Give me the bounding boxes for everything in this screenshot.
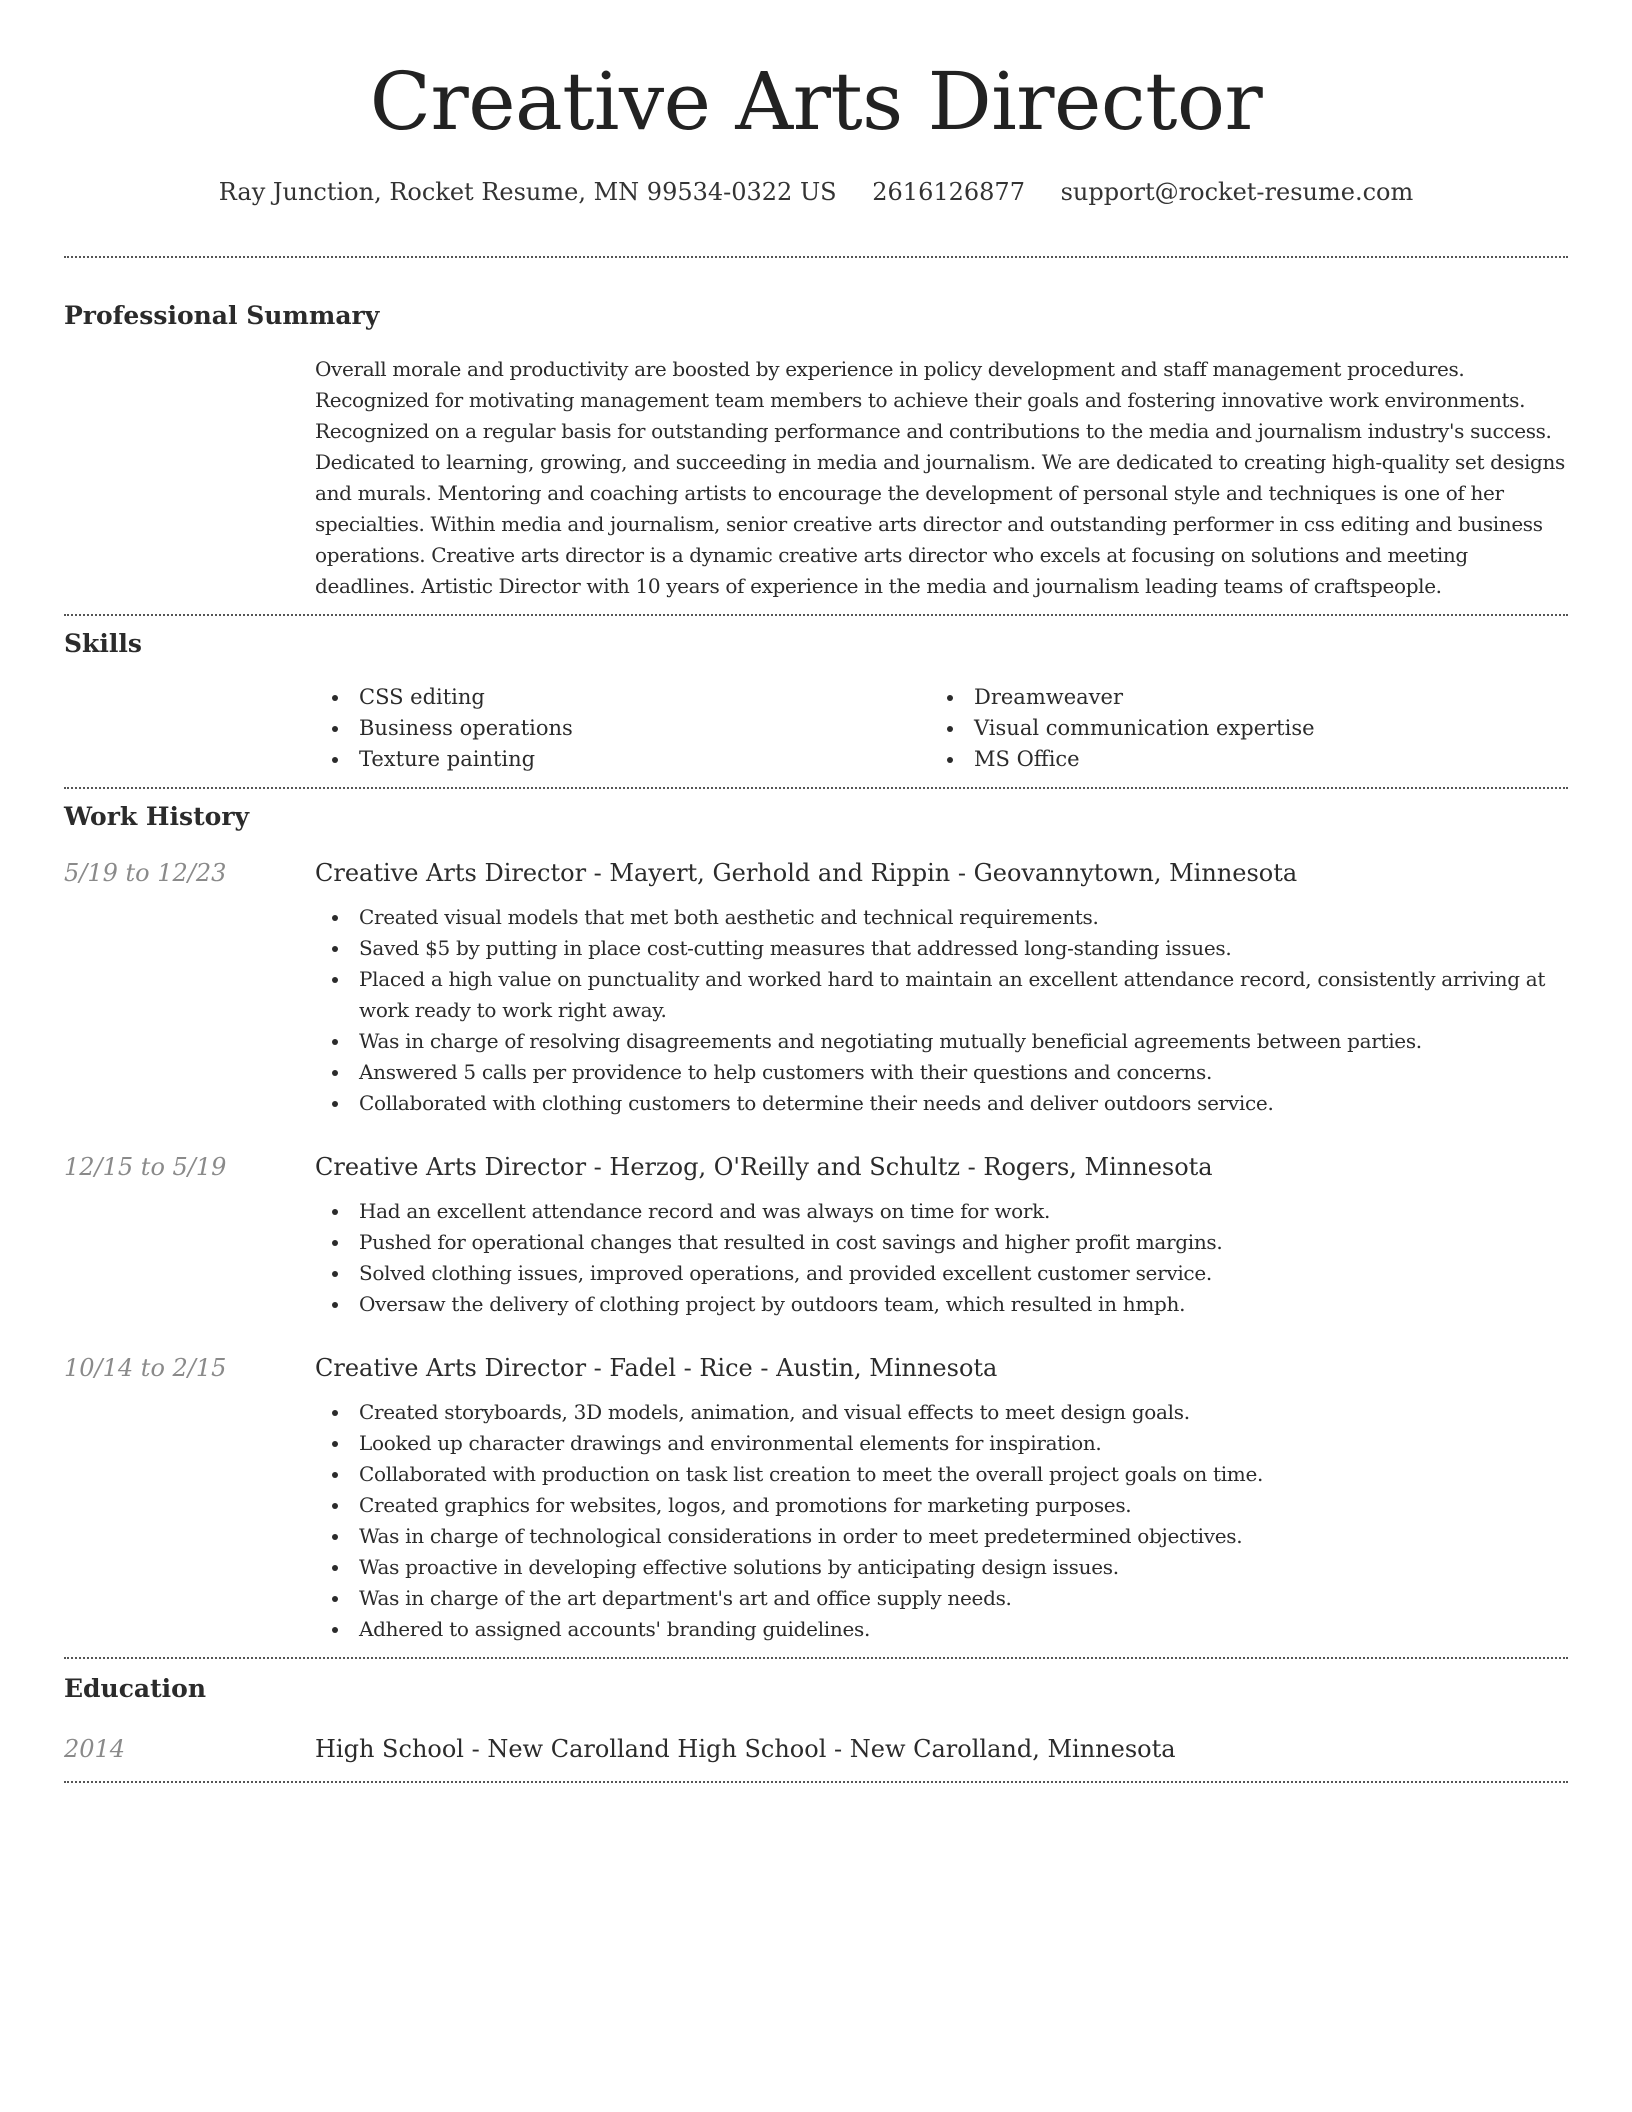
resume-page [64, 0, 1568, 1783]
job-bullets [315, 902, 1568, 1119]
job-bullet: Collaborated with production on task list creation to meet the overall project goals on time. [315, 1459, 1568, 1490]
section-divider [64, 256, 1568, 258]
job-bullet: Answered 5 calls per providence to help customers with their questions and concerns. [315, 1057, 1568, 1088]
skills-column-left [315, 682, 930, 775]
work-history-section [64, 801, 1568, 1657]
job-bullets [315, 1196, 1568, 1320]
section-title-work: Work History [64, 802, 250, 831]
section-divider [64, 787, 1568, 789]
job-bullet: Solved clothing issues, improved operations, and provided excellent customer service. [315, 1258, 1568, 1289]
section-title-summary: Professional Summary [64, 301, 380, 330]
skill-item: Dreamweaver [930, 682, 1545, 713]
job-entry [64, 1149, 1568, 1320]
job-bullet: Collaborated with clothing customers to determine their needs and deliver outdoors service. [315, 1088, 1568, 1119]
job-bullet: Looked up character drawings and environmental elements for inspiration. [315, 1428, 1568, 1459]
summary-text: Overall morale and productivity are boosted by experience in policy development and staff management procedures. Recognized for motivating management team members to achieve their goals and fostering innovative work environments. Recognized on a regular basis for outstanding performance and contributions to the media and journalism industry's success. Dedicated to learning, growing, and succeeding in media and journalism. We are dedicated to creating high-quality set designs and murals. Mentoring and coaching artists to encourage the development of personal style and techniques is one of her specialties. Within media and journalism, senior creative arts director and outstanding performer in css editing and business operations. Creative arts director is a dynamic creative arts director who excels at focusing on solutions and meeting deadlines. Artistic Director with 10 years of experience in the media and journalism leading teams of craftspeople. [315, 357, 1565, 598]
job-heading: Creative Arts Director - Fadel - Rice - Austin, Minnesota [315, 1354, 998, 1382]
job-bullet: Placed a high value on punctuality and worked hard to maintain an excellent attendance record, consistently arriving at work ready to work right away. [315, 964, 1568, 1026]
job-bullet: Adhered to assigned accounts' branding guidelines. [315, 1614, 1568, 1645]
section-divider [64, 1657, 1568, 1659]
skill-item: Texture painting [315, 744, 930, 775]
skill-item: Visual communication expertise [930, 713, 1545, 744]
job-dates: 5/19 to 12/23 [64, 859, 227, 887]
skills-list [315, 682, 1568, 775]
education-entry [64, 1731, 1568, 1767]
contact-phone: 2616126877 [872, 178, 1025, 206]
skills-column-right [930, 682, 1545, 775]
job-heading: Creative Arts Director - Herzog, O'Reilly and Schultz - Rogers, Minnesota [315, 1153, 1213, 1181]
job-bullet: Created graphics for websites, logos, and promotions for marketing purposes. [315, 1490, 1568, 1521]
job-bullet: Saved $5 by putting in place cost-cutting measures that addressed long-standing issues. [315, 933, 1568, 964]
education-year: 2014 [64, 1735, 126, 1763]
skills-section [64, 628, 1568, 775]
job-bullet: Was in charge of the art department's art and office supply needs. [315, 1583, 1568, 1614]
job-body [315, 855, 1568, 1119]
section-divider [64, 1781, 1568, 1783]
education-heading: High School - New Carolland High School - New Carolland, Minnesota [315, 1735, 1176, 1763]
skill-item: Business operations [315, 713, 930, 744]
job-bullet: Created visual models that met both aesthetic and technical requirements. [315, 902, 1568, 933]
resume-name: Creative Arts Director [369, 55, 1263, 148]
job-entry [64, 1350, 1568, 1645]
job-heading: Creative Arts Director - Mayert, Gerhold and Rippin - Geovannytown, Minnesota [315, 859, 1298, 887]
contact-address: Ray Junction, Rocket Resume, MN 99534-0322 US [218, 178, 837, 206]
section-title-education: Education [64, 1674, 207, 1703]
job-dates: 12/15 to 5/19 [64, 1153, 227, 1181]
section-title-skills: Skills [64, 629, 142, 658]
job-bullet: Oversaw the delivery of clothing project by outdoors team, which resulted in hmph. [315, 1289, 1568, 1320]
job-bullet: Pushed for operational changes that resulted in cost savings and higher profit margins. [315, 1227, 1568, 1258]
job-bullet: Created storyboards, 3D models, animation, and visual effects to meet design goals. [315, 1397, 1568, 1428]
job-bullet: Had an excellent attendance record and was always on time for work. [315, 1196, 1568, 1227]
job-dates: 10/14 to 2/15 [64, 1354, 227, 1382]
job-bullet: Was in charge of resolving disagreements and negotiating mutually beneficial agreements between parties. [315, 1026, 1568, 1057]
skill-item: MS Office [930, 744, 1545, 775]
job-bullet: Was in charge of technological considerations in order to meet predetermined objectives. [315, 1521, 1568, 1552]
job-bullet: Was proactive in developing effective solutions by anticipating design issues. [315, 1552, 1568, 1583]
education-section [64, 1673, 1568, 1767]
contact-email: support@rocket-resume.com [1060, 178, 1414, 206]
job-bullets [315, 1397, 1568, 1645]
job-body [315, 1149, 1568, 1320]
contact-line [64, 176, 1568, 208]
section-divider [64, 614, 1568, 616]
skill-item: CSS editing [315, 682, 930, 713]
professional-summary-section [64, 300, 1568, 602]
job-entry [64, 855, 1568, 1119]
job-body [315, 1350, 1568, 1645]
